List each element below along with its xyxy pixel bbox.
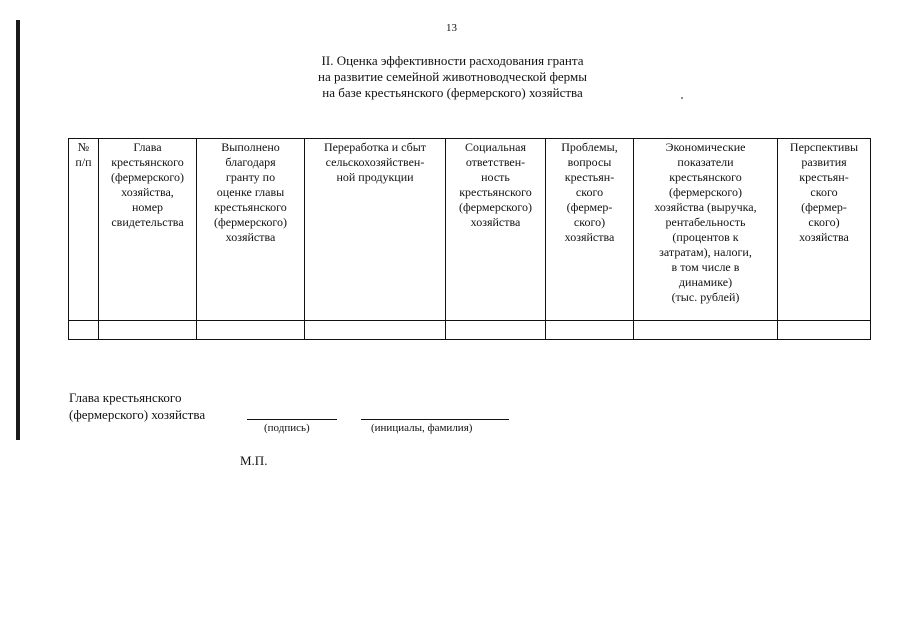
- signature-label-line-2: (фермерского) хозяйства: [69, 407, 206, 422]
- col-header-social: Социальная ответствен- ность крестьянского (фермерского) хозяйства: [446, 139, 546, 321]
- col-header-number: № п/п: [69, 139, 99, 321]
- col-header-processing: Переработка и сбыт сельскохозяйствен- ной продукции: [305, 139, 446, 321]
- signature-caption: (подпись): [264, 422, 310, 434]
- table-cell: [99, 321, 197, 340]
- table-cell: [546, 321, 634, 340]
- title-line-2: на развитие семейной животноводческой фермы: [318, 69, 587, 84]
- table-cell: [305, 321, 446, 340]
- col-header-accomplished: Выполнено благодаря гранту по оценке главы крестьянского (фермерского) хозяйства: [197, 139, 305, 321]
- name-blank-line: [361, 419, 509, 420]
- table-cell: [778, 321, 871, 340]
- col-header-prospects: Перспективы развития крестьян- ского (фермер- ского) хозяйства: [778, 139, 871, 321]
- signature-label: [69, 389, 205, 423]
- stamp-placeholder: М.П.: [240, 453, 268, 468]
- table-cell: [446, 321, 546, 340]
- signature-blank-line: [247, 419, 337, 420]
- name-caption: (инициалы, фамилия): [371, 422, 473, 434]
- document-title: [0, 53, 905, 101]
- table-cell: [197, 321, 305, 340]
- col-header-economics: Экономические показатели крестьянского (фермерского) хозяйства (выручка, рентабельность (процентов к затратам), налоги, в том числе в динамике) (тыс. рублей): [634, 139, 778, 321]
- title-line-1: II. Оценка эффективности расходования гранта: [321, 53, 584, 68]
- page-number: 13: [446, 22, 457, 34]
- table-header-row: [69, 139, 871, 321]
- col-header-farm-head: Глава крестьянского (фермерского) хозяйства, номер свидетельства: [99, 139, 197, 321]
- table-cell: [634, 321, 778, 340]
- title-line-3: на базе крестьянского (фермерского) хозяйства: [322, 85, 583, 100]
- table-row: [69, 321, 871, 340]
- table-cell: [69, 321, 99, 340]
- signature-label-line-1: Глава крестьянского: [69, 390, 182, 405]
- col-header-problems: Проблемы, вопросы крестьян- ского (фермер- ского) хозяйства: [546, 139, 634, 321]
- assessment-table: [68, 138, 871, 340]
- scan-speck: [681, 97, 683, 99]
